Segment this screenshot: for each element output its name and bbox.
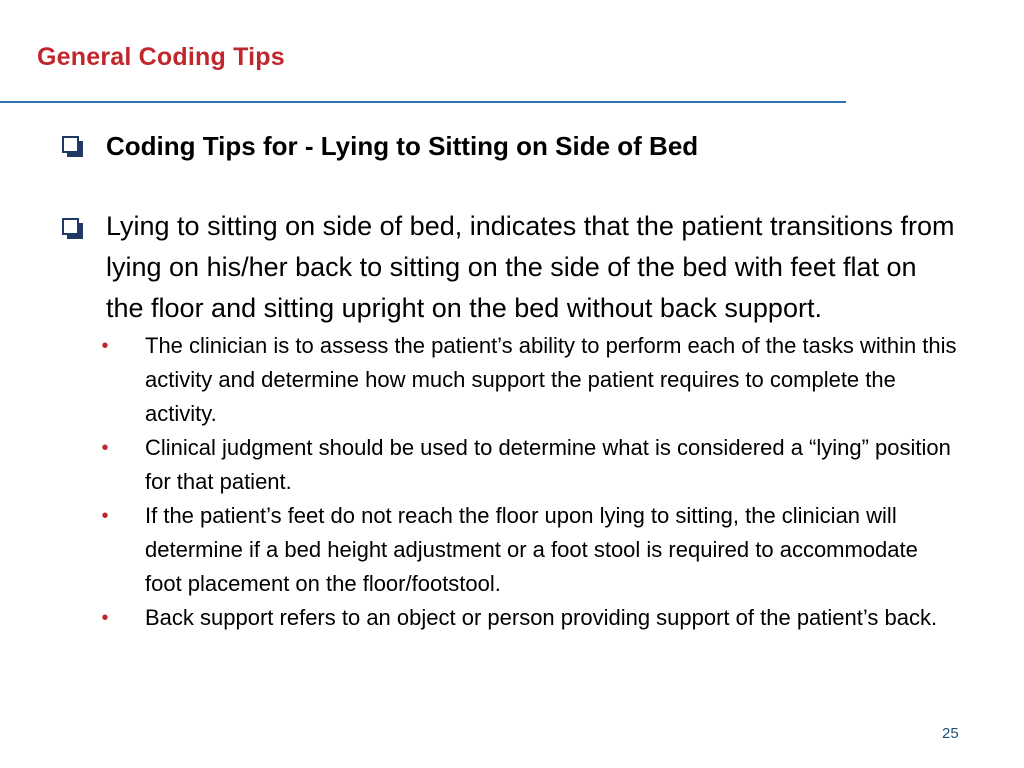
title-divider: [0, 101, 846, 103]
bullet-icon: •: [101, 335, 109, 357]
definition-text: Lying to sitting on side of bed, indicates that the patient transitions from lying on his/her back to sitting on the side of the bed with feet flat on the floor and sitting upright on the bed without back support.: [106, 211, 955, 323]
list-item-text: If the patient’s feet do not reach the floor upon lying to sitting, the clinician will determine if a bed height adjustment or a foot stool is required to accommodate foot placement on the floor/footstool.: [145, 503, 918, 596]
section-heading: [60, 124, 960, 168]
slide-content: [60, 124, 960, 635]
checkbox-square-icon: [62, 218, 79, 235]
bullet-icon: •: [101, 505, 109, 527]
list-item-text: Clinical judgment should be used to determine what is considered a “lying” position for that patient.: [145, 435, 951, 494]
list-item: [101, 499, 960, 601]
bullet-icon: •: [101, 607, 109, 629]
slide-title: General Coding Tips: [37, 43, 285, 71]
list-item-text: Back support refers to an object or person providing support of the patient’s back.: [145, 605, 938, 630]
list-item: [101, 431, 960, 499]
list-item-text: The clinician is to assess the patient’s ability to perform each of the tasks within this activity and determine how much support the patient requires to complete the activity.: [145, 333, 957, 426]
section-heading-text: Coding Tips for - Lying to Sitting on Side of Bed: [106, 131, 699, 161]
page-number: 25: [942, 725, 959, 742]
section-definition: [60, 206, 960, 329]
checkbox-square-icon: [62, 136, 79, 153]
list-item: [101, 329, 960, 431]
list-item: [101, 601, 960, 635]
bullet-list: [101, 329, 960, 635]
bullet-icon: •: [101, 437, 109, 459]
